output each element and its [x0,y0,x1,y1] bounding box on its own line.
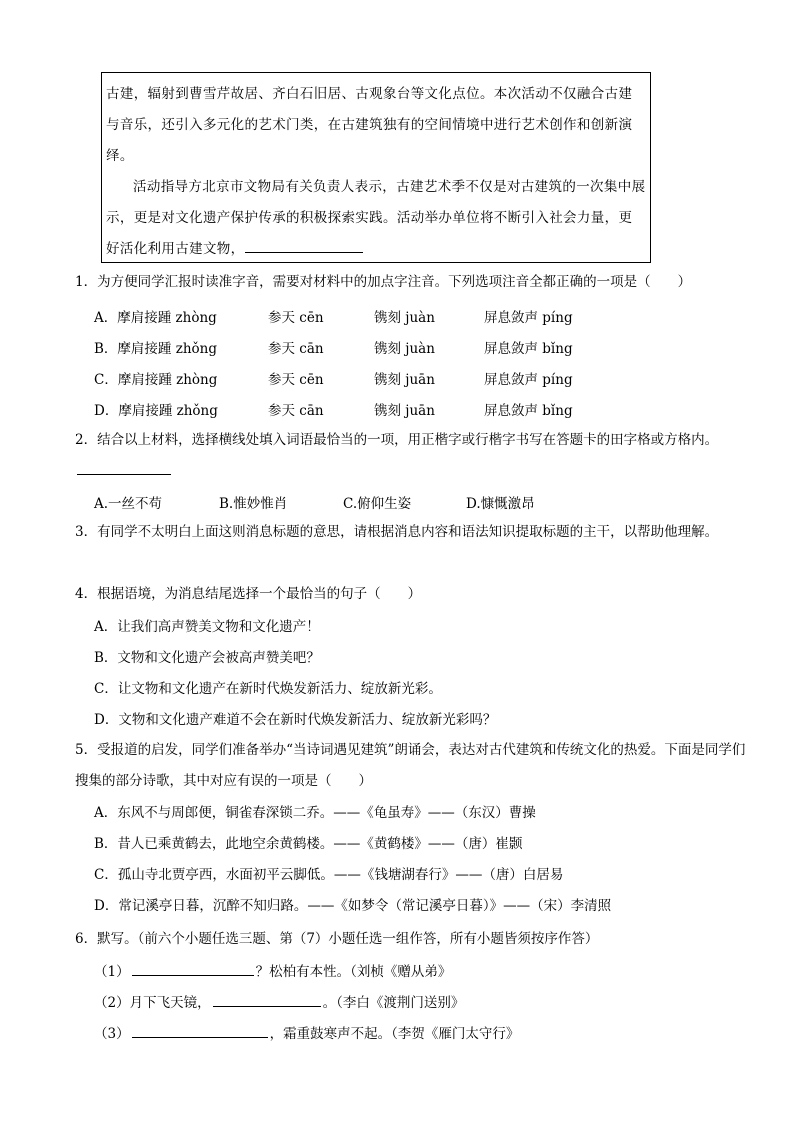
passage-paragraph-2-text: 活动指导方北京市文物局有关负责人表示，古建艺术季不仅是对古建筑的一次集中展示，更是对文化遗产保护传承的积极探索实践。活动举办单位将不断引入社会力量，更好活化利用古建文物， [106,179,646,257]
option-b-word1: B．摩肩接踵 zhǒng [94,341,217,357]
question-4-option-b: B．文物和文化遗产会被高声赞美吧？ [94,650,320,666]
option-a-word2: 参天 cēn [268,310,324,326]
option-d-word4: 屏息敛声 bǐng [484,403,573,419]
question-5-option-a: A．东风不与周郎便，铜雀春深锁二乔。——《龟虽寿》——（东汉）曹操 [94,805,536,821]
item-number: （3） [94,1026,130,1042]
item-pre-text: 月下飞天镜， [129,995,211,1011]
dictation-item-1 [94,961,451,982]
option-c-word1: C．摩肩接踵 zhòng [94,372,218,388]
question-2-option-c: C.俯仰生姿 [343,496,412,512]
question-1-stem: 1．为方便同学汇报时读准字音，需要对材料中的加点字注音。下列选项注音全都正确的一项是（ ） [75,274,692,290]
question-4-option-d: D．文物和文化遗产难道不会在新时代焕发新活力、绽放新光彩吗？ [94,712,497,728]
option-c-word2: 参天 cēn [268,372,324,388]
question-2-stem-text: 2．结合以上材料，选择横线处填入词语最恰当的一项，用正楷字或行楷字书写在答题卡的田字格或方格内。 [75,432,719,448]
question-2-option-d: D.慷慨激昂 [466,496,535,512]
option-b-word4: 屏息敛声 bǐng [484,341,573,357]
answer-blank[interactable] [77,460,171,475]
option-a-word3: 镌刻 juàn [374,310,435,326]
item-number: （2） [94,995,130,1011]
question-5-option-c: C．孤山寺北贾亭西，水面初平云脚低。——《钱塘湖春行》——（唐）白居易 [94,867,564,883]
question-4-stem: 4．根据语境，为消息结尾选择一个最恰当的句子（ ） [75,586,422,602]
option-d-word2: 参天 cān [268,403,324,419]
dictation-blank[interactable] [132,1023,268,1038]
question-4-option-c: C．让文物和文化遗产在新时代焕发新活力、绽放新光彩。 [94,681,442,697]
dictation-blank[interactable] [213,992,321,1007]
option-c-word3: 镌刻 juān [374,372,435,388]
option-a-word4: 屏息敛声 píng [484,310,573,326]
option-b-word3: 镌刻 juàn [374,341,435,357]
option-a-word1: A．摩肩接踵 zhòng [94,310,217,326]
question-6-stem-text: 6．默写。（前六个小题任选三题、第（7）小题任选一组作答，所有小题皆须按序作答） [75,931,599,947]
question-5-option-b: B．昔人已乘黄鹤去，此地空余黄鹤楼。——《黄鹤楼》——（唐）崔颢 [94,836,523,852]
question-2-option-a: A.一丝不苟 [94,496,163,512]
question-3-stem: 3．有同学不太明白上面这则消息标题的意思，请根据消息内容和语法知识提取标题的主干，以帮助他理解。 [75,524,719,540]
option-d-word3: 镌刻 juān [374,403,435,419]
news-passage-box [101,72,651,263]
option-d-word1: D．摩肩接踵 zhǒng [94,403,218,419]
question-6-stem [75,929,598,949]
fill-blank[interactable] [245,238,363,253]
passage-paragraph-1: 古建，辐射到曹雪芹故居、齐白石旧居、古观象台等文化点位。本次活动不仅融合古建与音乐，还引入多元化的艺术门类，在古建筑独有的空间情境中进行艺术创作和创新演绎。 [106,86,633,164]
option-c-word4: 屏息敛声 píng [484,372,573,388]
question-5-option-d: D．常记溪亭日暮，沉醉不知归路。——《如梦令（常记溪亭日暮）》——（宋）李清照 [94,898,612,914]
item-text: ？松柏有本性。（刘桢《赠从弟》 [255,964,452,980]
passage-paragraph-2 [106,172,646,265]
item-text: 。（李白《渡荆门送别》 [322,995,465,1011]
dictation-item-2 [94,992,464,1013]
dictation-blank[interactable] [132,961,254,976]
question-2-stem [75,425,747,487]
item-text: ，霜重鼓寒声不起。（李贺《雁门太守行》 [269,1026,520,1042]
item-number: （1） [94,964,130,980]
dictation-item-3 [94,1023,519,1044]
option-b-word2: 参天 cān [268,341,324,357]
question-2-option-b: B.惟妙惟肖 [219,496,288,512]
question-4-option-a: A．让我们高声赞美文物和文化遗产！ [94,619,320,635]
question-5-stem: 5．受报道的启发，同学们准备举办“当诗词遇见建筑”朗诵会，表达对古代建筑和传统文化的热爱。下面是同学们搜集的部分诗歌，其中对应有误的一项是（ ） [75,742,746,789]
